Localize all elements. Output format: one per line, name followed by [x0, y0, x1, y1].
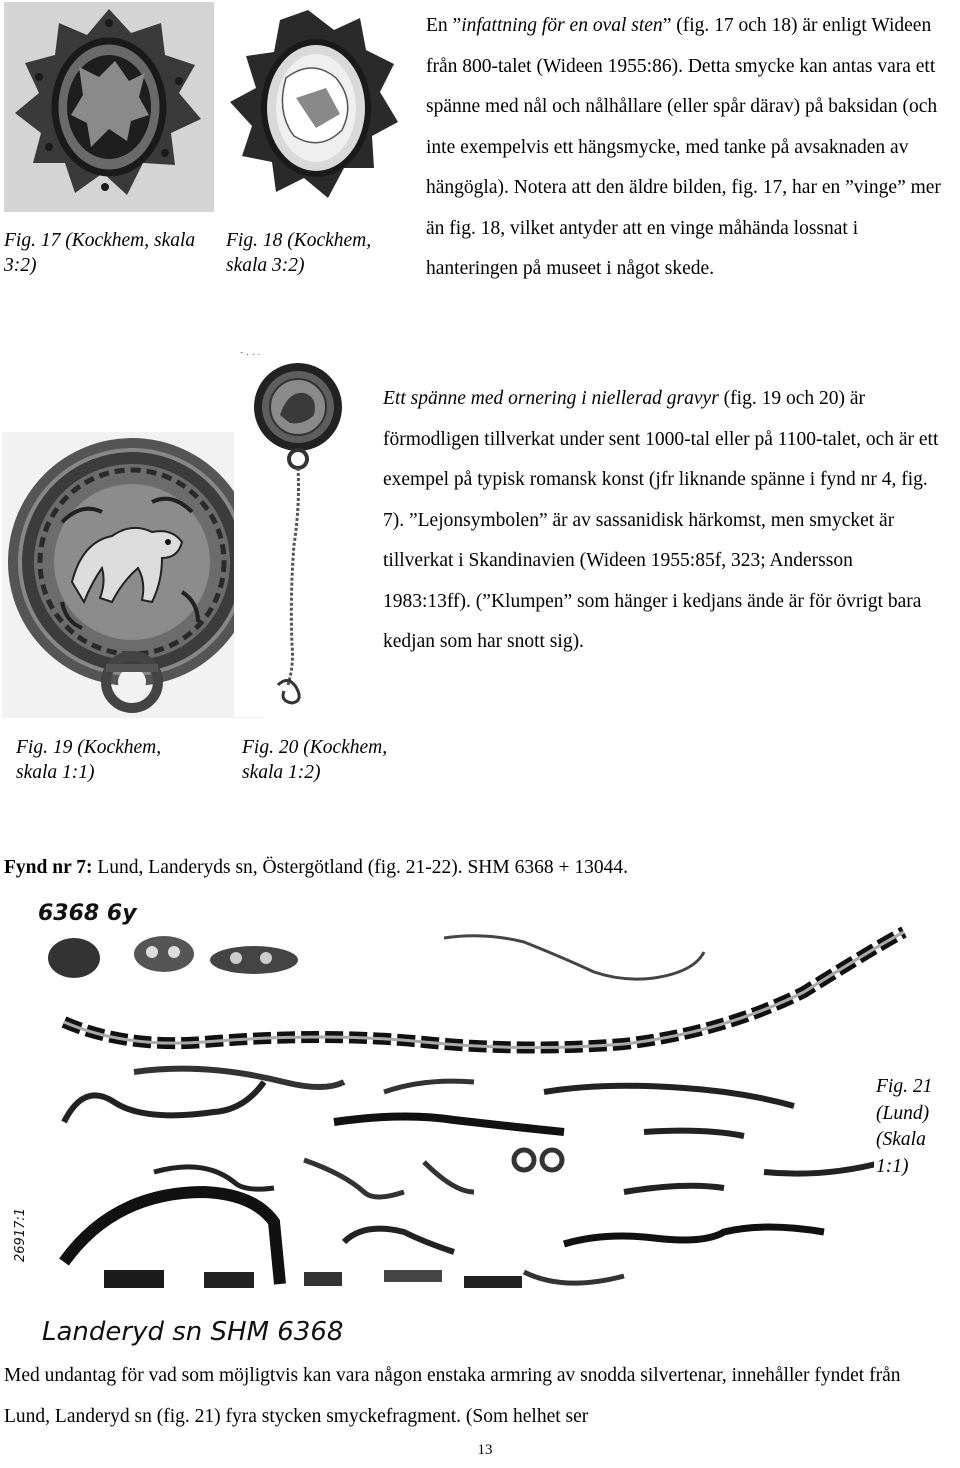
fig18-photo: [218, 4, 414, 212]
paragraph-nielloed-brooch: [383, 379, 943, 663]
find-text: Lund, Landeryds sn, Östergötland (fig. 21-22). SHM 6368 + 13044.: [92, 857, 628, 878]
section2-italic: Ett spänne med ornering i niellerad gravyr: [383, 388, 719, 409]
fig21-label-bottom: Landeryd sn SHM 6368: [42, 1317, 344, 1347]
intro-rest: ” (fig. 17 och 18) är enligt Wideen från 800-talet (Wideen 1955:86). Detta smycke kan antas vara ett spänne med nål och nålhållare (eller spår därav) på baksidan (och inte exempelvis ett hängsmycke, med tanke på avsaknaden av hängögla). Notera att den äldre bilden, fig. 17, har en ”vinge” mer än fig. 18, vilket antyder att en vinge måhända lossnat i hanteringen på museet i något skede.: [426, 15, 941, 279]
fig17-caption: Fig. 17 (Kockhem, skala 3:2): [4, 230, 196, 276]
section2-rest: (fig. 19 och 20) är förmodligen tillverkat under sent 1000-tal eller på 1100-talet, och är ett exempel på typisk romansk konst (jfr liknande spänne i fynd nr 4, fig. 7). ”Lejonsymbolen” är av sassanidisk härkomst, men smycket är tillverkat i Skandinavien (Wideen 1955:85f, 323; Andersson 1983:13ff). (”Klumpen” som hänger i kedjans ände är för övrigt bara kedjan som har snott sig).: [383, 388, 939, 652]
svg-text:- . . .: - . . .: [240, 348, 261, 358]
paragraph-find-description: Med undantag för vad som möjligtvis kan vara någon enstaka armring av snodda silvertenar, innehåller fyndet från Lund, Landeryd sn (fig. 21) fyra stycken smyckefragment. (Som helhet ser: [4, 1365, 901, 1427]
fig21-caption: Fig. 21 (Lund) (Skala 1:1): [876, 1076, 933, 1177]
page-number: 13: [477, 1442, 493, 1458]
fig20-caption: Fig. 20 (Kockhem, skala 1:2): [242, 737, 388, 783]
intro-italic: infattning för en oval sten: [461, 15, 663, 36]
fig17-photo: [4, 2, 214, 212]
find-label: Fynd nr 7:: [4, 857, 93, 878]
fig20-photo: [234, 345, 344, 717]
fig19-photo: [2, 432, 265, 718]
fig21-side-label: 26917:1: [13, 1207, 28, 1262]
intro-prefix: En ”: [426, 15, 462, 36]
find-heading: [4, 855, 954, 881]
fig21-photo: [4, 892, 960, 1354]
fig19-caption: Fig. 19 (Kockhem, skala 1:1): [16, 737, 162, 783]
fig18-caption: Fig. 18 (Kockhem, skala 3:2): [226, 230, 372, 276]
fig21-label-top: 6368 6y: [38, 901, 137, 926]
paragraph-setting-description: [426, 6, 948, 290]
